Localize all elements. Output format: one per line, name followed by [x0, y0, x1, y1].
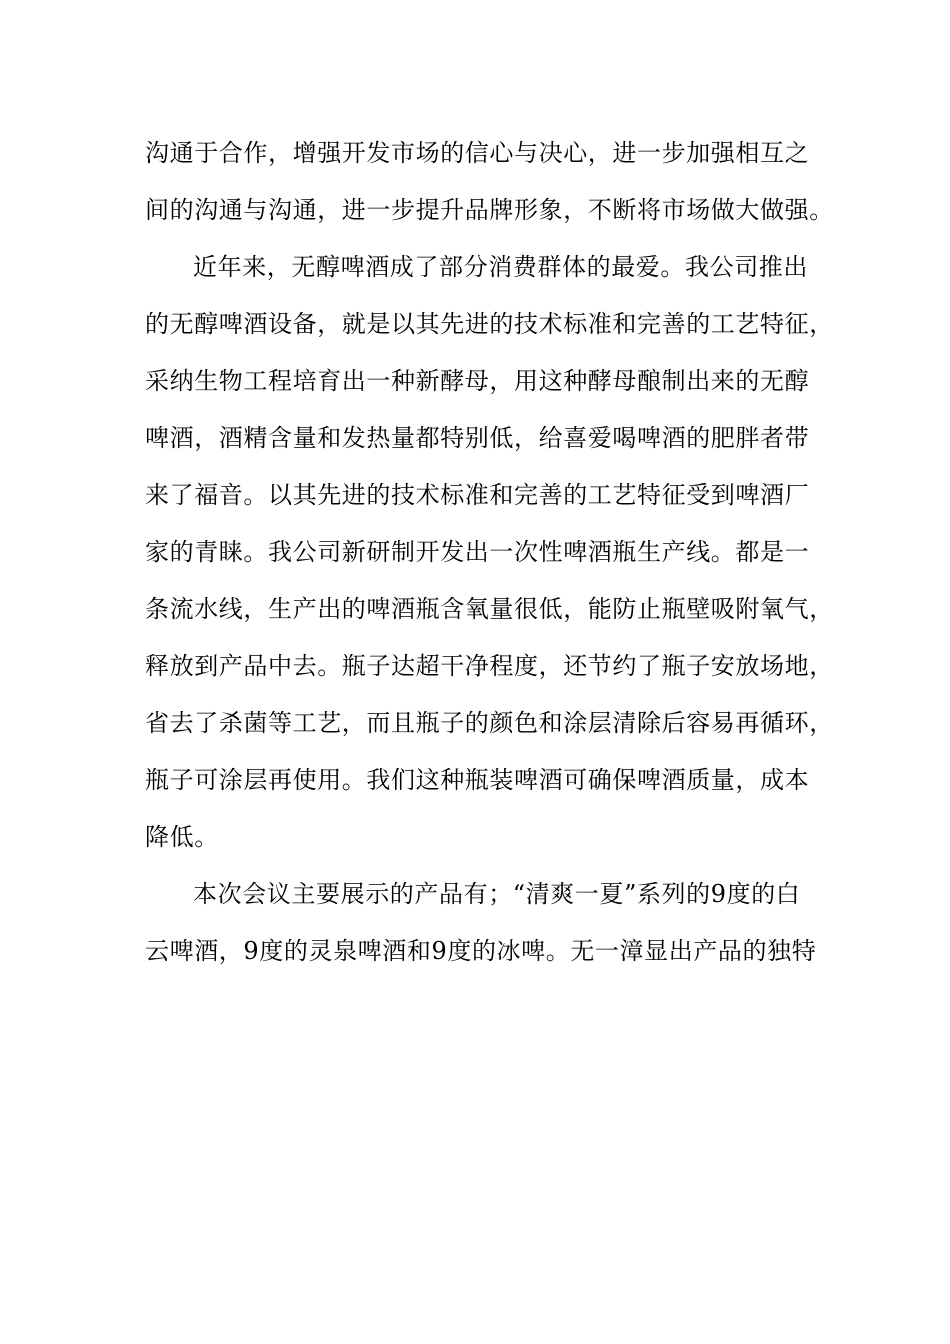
text-line: 释放到产品中去。瓶子达超干净程度，还节约了瓶子安放场地， [145, 652, 834, 680]
paragraph-start-line: 近年来，无醇啤酒成了部分消费群体的最爱。我公司推出 [193, 253, 808, 281]
text-line: 云啤酒，9度的灵泉啤酒和9度的冰啤。无一漳显出产品的独特 [145, 937, 817, 965]
text-line: 省去了杀菌等工艺，而且瓶子的颜色和涂层清除后容易再循环， [145, 709, 834, 737]
text-line: 的无醇啤酒设备，就是以其先进的技术标准和完善的工艺特征， [145, 310, 834, 338]
text-line: 沟通于合作，增强开发市场的信心与决心，进一步加强相互之 [145, 139, 810, 167]
text-line: 来了福音。以其先进的技术标准和完善的工艺特征受到啤酒厂 [145, 481, 810, 509]
text-line: 瓶子可涂层再使用。我们这种瓶装啤酒可确保啤酒质量，成本 [145, 766, 810, 794]
body-text [145, 125, 834, 980]
text-line: 啤酒，酒精含量和发热量都特别低，给喜爱喝啤酒的肥胖者带 [145, 424, 810, 452]
text-line: 采纳生物工程培育出一种新酵母，用这种酵母酿制出来的无醇 [145, 367, 810, 395]
text-line: 条流水线，生产出的啤酒瓶含氧量很低，能防止瓶壁吸附氧气， [145, 595, 834, 623]
text-line: 家的青睐。我公司新研制开发出一次性啤酒瓶生产线。都是一 [145, 538, 810, 566]
paragraph-start-line: 本次会议主要展示的产品有；“清爽一夏”系列的9度的白 [193, 880, 801, 908]
text-line: 间的沟通与沟通，进一步提升品牌形象，不断将市场做大做强。 [145, 196, 834, 224]
text-line: 降低。 [145, 823, 219, 851]
